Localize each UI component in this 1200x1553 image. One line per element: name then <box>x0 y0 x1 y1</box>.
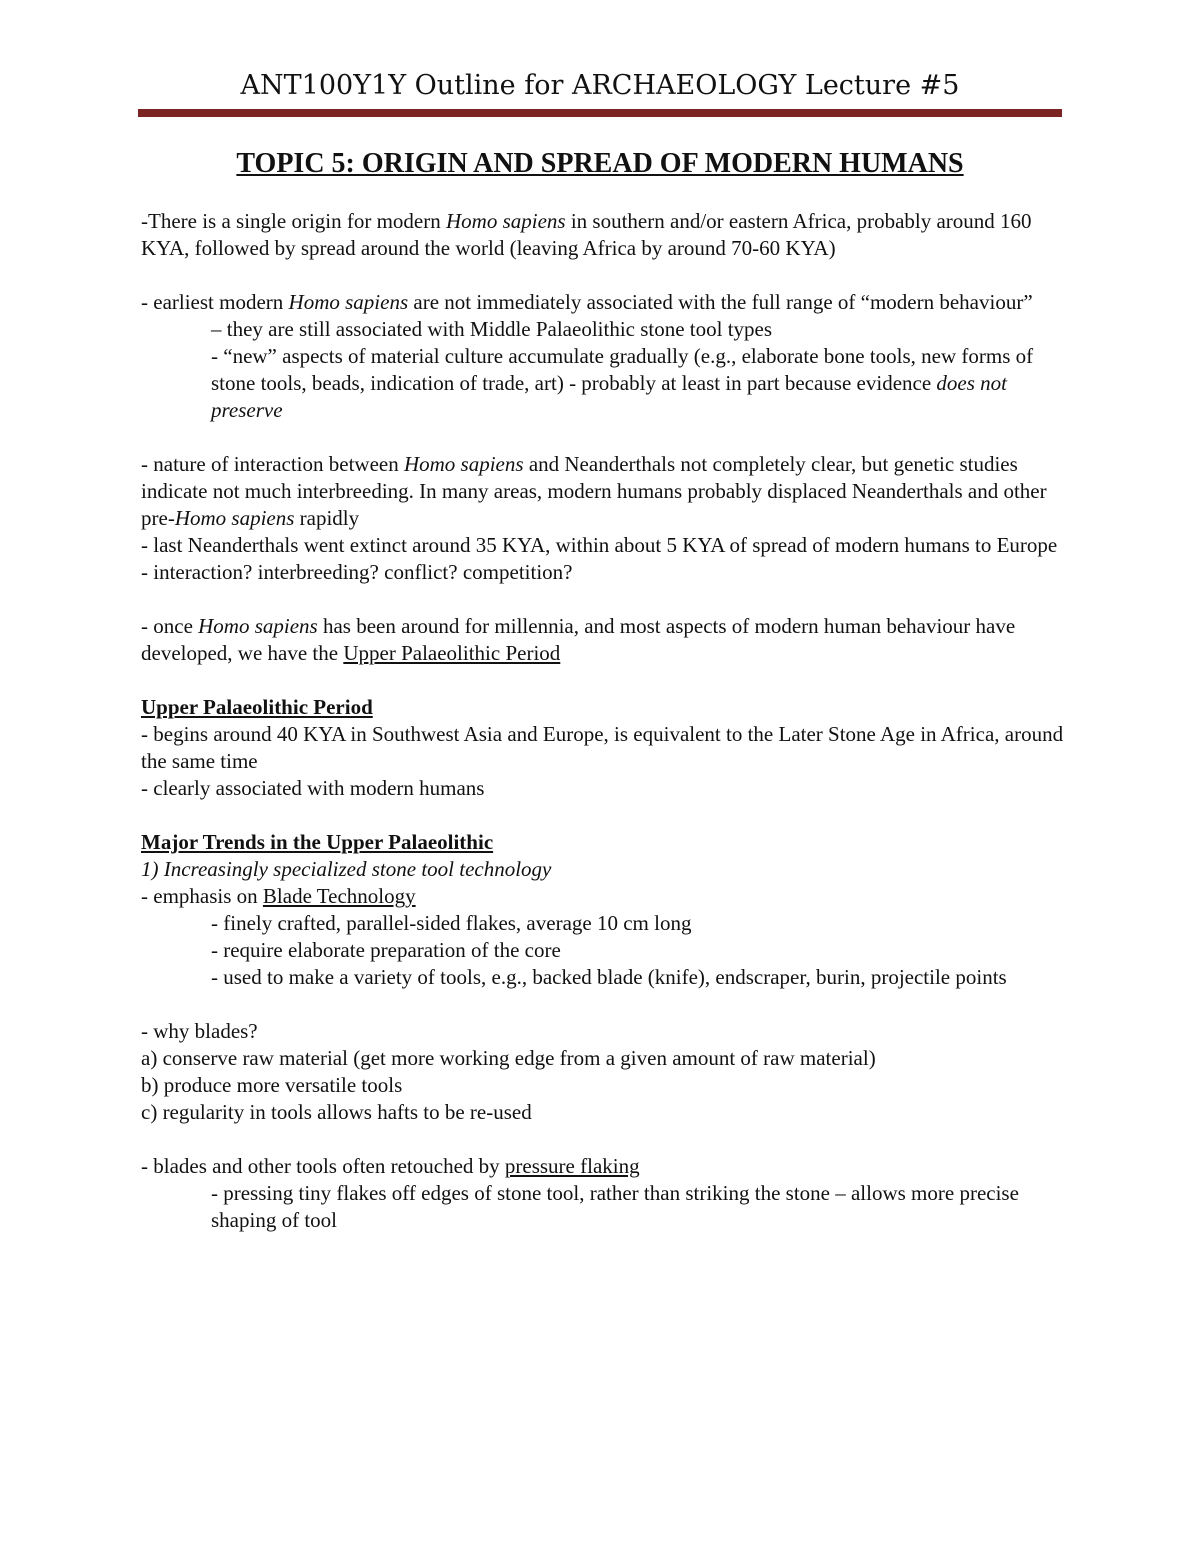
text-span: rapidly <box>294 506 360 530</box>
text-span: - earliest modern <box>141 290 289 314</box>
species-name: Homo sapiens <box>174 506 295 530</box>
text-span: -There is a single origin for modern <box>141 209 446 233</box>
pressure-flaking-line <box>141 1153 1071 1180</box>
document-body <box>141 208 1071 1234</box>
blade-sub-item: - used to make a variety of tools, e.g., backed blade (knife), endscraper, burin, projectile points <box>211 965 1007 989</box>
text-span: - “new” aspects of material culture accumulate gradually (e.g., elaborate bone tools, new forms of stone tools, beads, indication of trade, art) - probably at least in part because evidence <box>211 344 1034 395</box>
pressure-sub-item: - pressing tiny flakes off edges of stone tool, rather than striking the stone – allows more precise shaping of tool <box>211 1181 1019 1232</box>
blade-sub-item: - require elaborate preparation of the core <box>211 938 561 962</box>
why-blades-answer-a: a) conserve raw material (get more working edge from a given amount of raw material) <box>141 1046 876 1070</box>
interaction-questions-line: - interaction? interbreeding? conflict? competition? <box>141 560 573 584</box>
topic-title: TOPIC 5: ORIGIN AND SPREAD OF MODERN HUMANS <box>236 148 964 179</box>
underlined-term: Upper Palaeolithic Period <box>343 641 561 665</box>
behaviour-sub-item <box>141 343 1071 424</box>
interaction-paragraph <box>141 451 1071 532</box>
trend-item-1 <box>141 856 1071 883</box>
text-span: has been around for millennia, and most aspects of modern human behaviour have developed, we have the <box>141 614 1016 665</box>
upper-intro-paragraph <box>141 613 1071 667</box>
section-heading-upper-palaeolithic: Upper Palaeolithic Period <box>141 695 373 719</box>
neanderthal-extinction-line: - last Neanderthals went extinct around 35 KYA, within about 5 KYA of spread of modern humans to Europe <box>141 533 1058 557</box>
why-blades-question: - why blades? <box>141 1019 258 1043</box>
why-blades-answer-b: b) produce more versatile tools <box>141 1073 403 1097</box>
text-span: - emphasis on <box>141 884 263 908</box>
text-span: - once <box>141 614 199 638</box>
header-title: ANT100Y1Y Outline for ARCHAEOLOGY Lecture #5 <box>240 70 960 101</box>
text-span: in southern and/or eastern Africa, probably around 160 KYA, followed by spread around the world (leaving Africa by around 70-60 KYA) <box>141 209 1032 260</box>
spacer <box>141 262 1071 289</box>
upper-period-line: - clearly associated with modern humans <box>141 776 485 800</box>
text-span: - nature of interaction between <box>141 452 404 476</box>
species-name: Homo sapiens <box>403 452 524 476</box>
intro-paragraph <box>141 208 1071 262</box>
text-span: are not immediately associated with the full range of “modern behaviour” <box>408 290 1033 314</box>
spacer <box>141 667 1071 694</box>
behaviour-sub-item: – they are still associated with Middle Palaeolithic stone tool types <box>211 317 773 341</box>
spacer <box>141 802 1071 829</box>
upper-period-line: - begins around 40 KYA in Southwest Asia and Europe, is equivalent to the Later Stone Age in Africa, around the same time <box>141 722 1064 773</box>
header-rule <box>138 109 1062 117</box>
why-blades-answer-c: c) regularity in tools allows hafts to be re-used <box>141 1100 532 1124</box>
emphasis-text: does not preserve <box>211 371 1007 422</box>
trend-item-title: 1) Increasingly specialized stone tool technology <box>141 857 552 881</box>
blade-emphasis-line <box>141 883 1071 910</box>
section-heading-major-trends: Major Trends in the Upper Palaeolithic <box>141 830 494 854</box>
species-name: Homo sapiens <box>446 209 566 233</box>
behaviour-paragraph <box>141 289 1071 316</box>
spacer <box>141 991 1071 1018</box>
text-span: - blades and other tools often retouched by <box>141 1154 505 1178</box>
species-name: Homo sapiens <box>288 290 409 314</box>
text-span: and Neanderthals not completely clear, but genetic studies indicate not much interbreeding. In many areas, modern humans probably displaced Neanderthals and other pre- <box>141 452 1047 530</box>
spacer <box>141 586 1071 613</box>
underlined-term: pressure flaking <box>504 1154 640 1178</box>
species-name: Homo sapiens <box>198 614 318 638</box>
blade-sub-item: - finely crafted, parallel-sided flakes, average 10 cm long <box>211 911 692 935</box>
underlined-term: Blade Technology <box>262 884 416 908</box>
spacer <box>141 1126 1071 1153</box>
spacer <box>141 424 1071 451</box>
